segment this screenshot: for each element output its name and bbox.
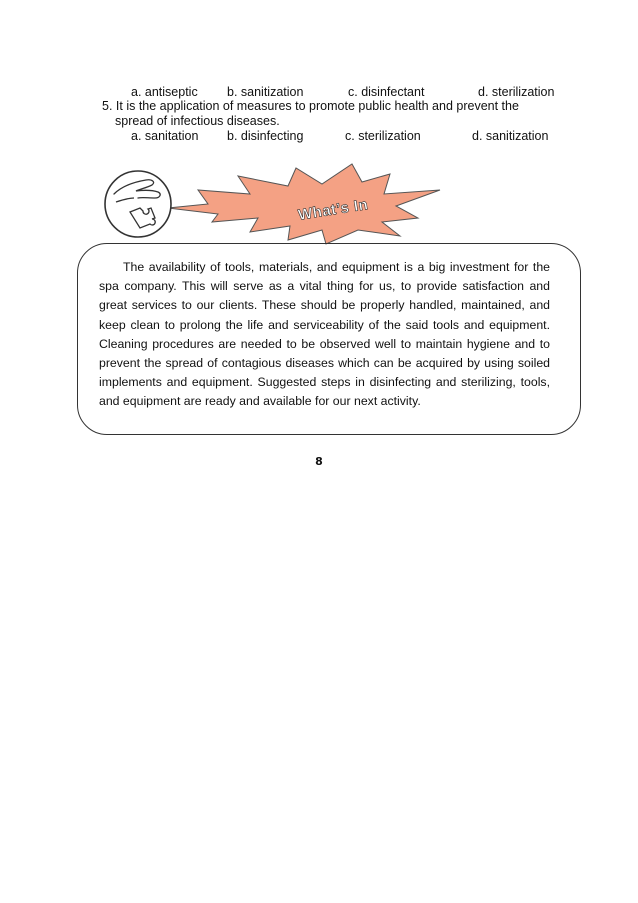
choice-b: b. sanitization bbox=[227, 85, 304, 99]
puzzle-hand-icon bbox=[105, 171, 171, 237]
question-5-stem-line-2: spread of infectious diseases. bbox=[115, 114, 280, 128]
page-number: 8 bbox=[315, 455, 323, 468]
choice-c: c. sterilization bbox=[345, 129, 421, 143]
choice-c: c. disinfectant bbox=[348, 85, 425, 99]
section-title: What’s In bbox=[297, 196, 370, 224]
choice-b: b. disinfecting bbox=[227, 129, 304, 143]
section-header bbox=[100, 160, 460, 250]
info-paragraph: The availability of tools, materials, and equipment is a big investment for the spa company. This will serve as a vital thing for us, to provide satisfaction and great services to our clients. These should be properly handled, maintained, and keep clean to prolong the life and serviceability of the said tools and equipment. Cleaning procedures are needed to be observed well to maintain hygiene and to prevent the spread of contagious diseases which can be acquired by using soiled implements and equipment. Suggested steps in disinfecting and sterilizing, tools, and equipment are ready and available for our next activity. bbox=[99, 260, 550, 409]
choice-d: d. sterilization bbox=[478, 85, 555, 99]
choice-a: a. antiseptic bbox=[131, 85, 198, 99]
choice-a: a. sanitation bbox=[131, 129, 199, 143]
choice-d: d. sanitization bbox=[472, 129, 549, 143]
info-box bbox=[77, 243, 581, 435]
burst-shape bbox=[168, 164, 440, 244]
question-5-stem-line-1: 5. It is the application of measures to promote public health and prevent the bbox=[102, 99, 519, 113]
